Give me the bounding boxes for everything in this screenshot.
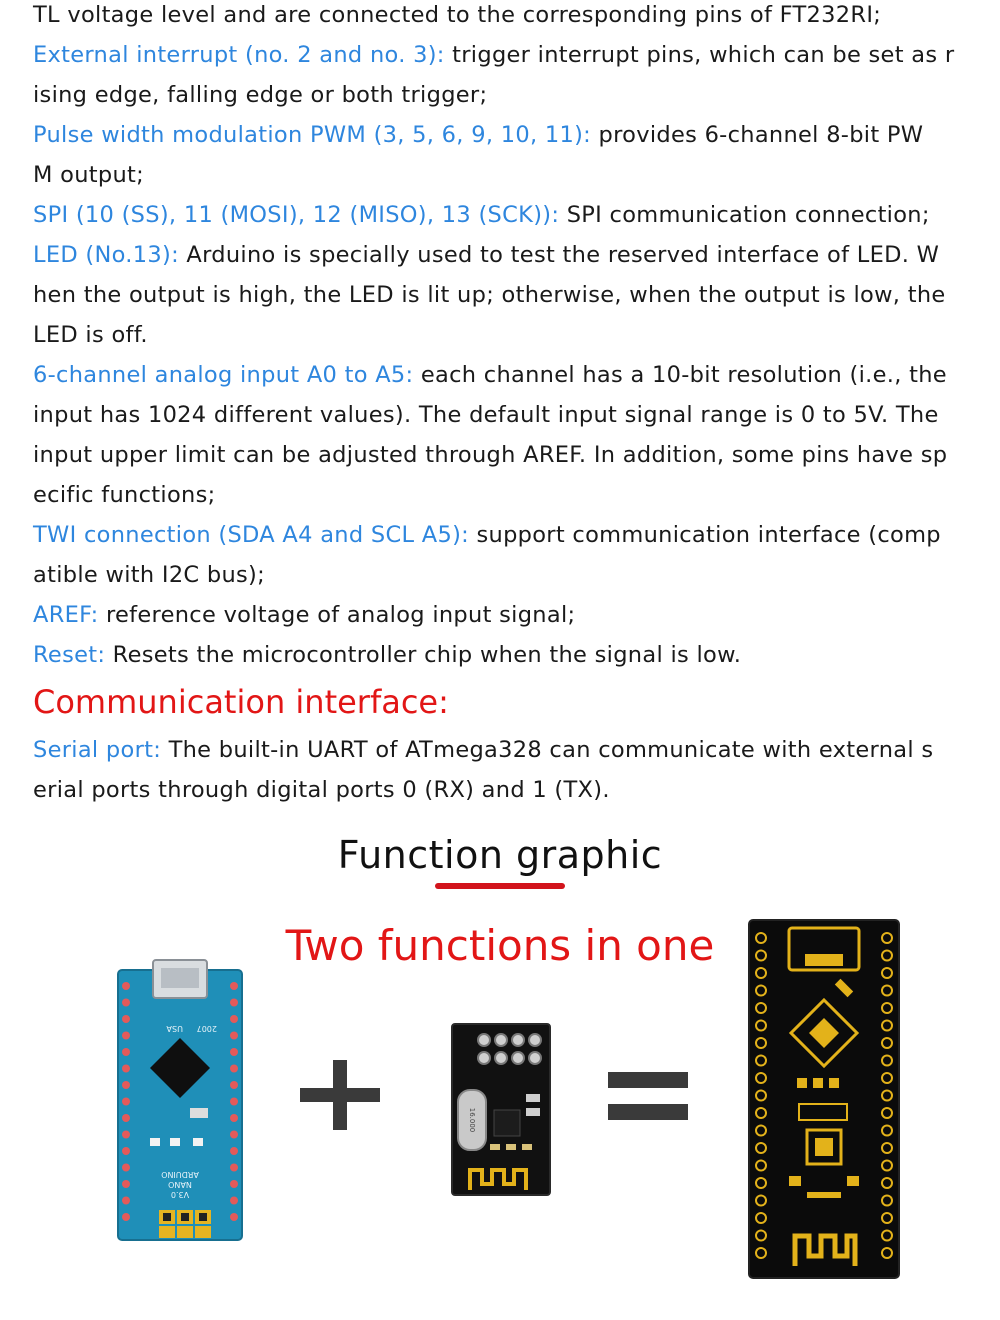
pin-pad [122, 1164, 130, 1172]
text-line [33, 480, 215, 510]
pin-pad [230, 982, 238, 990]
text-line [33, 520, 941, 550]
highlight-label: SPI (10 (SS), 11 (MOSI), 12 (MISO), 13 (SCK)): [33, 202, 560, 228]
text-line [33, 160, 144, 190]
pin-pad [122, 1081, 130, 1089]
body-text: reference voltage of analog input signal; [98, 602, 576, 628]
text-line [33, 320, 148, 350]
pin-pad [230, 1015, 238, 1023]
two-functions-text: Two functions in one [285, 921, 715, 970]
pin-pad [122, 1213, 130, 1221]
header-pin [512, 1052, 524, 1064]
text-line [33, 280, 946, 310]
highlight-label: TWI connection (SDA A4 and SCL A5): [33, 522, 470, 548]
text-line [33, 120, 923, 150]
board-text-2: NANO [168, 1180, 192, 1189]
pin-pad [122, 1131, 130, 1139]
pin-pad [230, 1065, 238, 1073]
nrf24l01-module-image [450, 1022, 552, 1197]
body-text: atible with I2C bus); [33, 562, 266, 588]
body-text: TL voltage level and are connected to the corresponding pins of FT232RI; [33, 2, 882, 28]
body-text: Arduino is specially used to test the reserved interface of LED. W [178, 242, 940, 268]
highlight-label: Serial port: [33, 737, 162, 763]
body-text: provides 6-channel 8-bit PW [591, 122, 924, 148]
header-pin [495, 1052, 507, 1064]
body-text: SPI communication connection; [559, 202, 930, 228]
body-text: trigger interrupt pins, which can be set as r [444, 42, 955, 68]
body-text: LED is off. [33, 322, 148, 348]
header-pin [478, 1052, 490, 1064]
pin-pad [122, 1015, 130, 1023]
pin-pad [122, 982, 130, 990]
text-line [33, 640, 741, 670]
pin-pad [122, 1197, 130, 1205]
pin-pad [122, 1048, 130, 1056]
pin-pad [230, 1048, 238, 1056]
body-text: erial ports through digital ports 0 (RX) and 1 (TX). [33, 777, 610, 803]
combined-nano-rf-board-image [747, 918, 901, 1280]
highlight-label: Pulse width modulation PWM (3, 5, 6, 9, 10, 11): [33, 122, 592, 148]
text-line [33, 360, 947, 390]
text-line [33, 735, 933, 765]
pin-pad [122, 1180, 130, 1188]
board-text-3: V3.0 [170, 1190, 190, 1199]
board-text-1: ARDUINO [161, 1170, 199, 1179]
body-text: M output; [33, 162, 145, 188]
text-line [33, 80, 487, 110]
pin-pad [122, 999, 130, 1007]
highlight-label: Reset: [33, 642, 106, 668]
pin-pad [122, 1032, 130, 1040]
pin-pad [230, 1114, 238, 1122]
pin-pad [230, 1032, 238, 1040]
text-line [33, 400, 939, 430]
highlight-label: LED (No.13): [33, 242, 179, 268]
body-text: ising edge, falling edge or both trigger; [33, 82, 488, 108]
pin-pad [230, 1197, 238, 1205]
title-underline [435, 883, 565, 889]
body-text: support communication interface (comp [469, 522, 941, 548]
communication-interface-heading: Communication interface: [33, 683, 449, 721]
text-line [33, 600, 575, 630]
highlight-label: 6-channel analog input A0 to A5: [33, 362, 414, 388]
text-line [33, 200, 930, 230]
text-line [33, 40, 954, 70]
usa-label: USA [166, 1024, 183, 1033]
body-text: The built-in UART of ATmega328 can communicate with external s [161, 737, 934, 763]
header-pin [529, 1034, 541, 1046]
pin-pad [230, 1213, 238, 1221]
arduino-nano-board-image [115, 958, 245, 1243]
text-line [33, 775, 610, 805]
text-line [33, 0, 881, 30]
body-text: hen the output is high, the LED is lit up; otherwise, when the output is low, the [33, 282, 946, 308]
body-text: ecific functions; [33, 482, 216, 508]
header-pin [512, 1034, 524, 1046]
crystal-label: 16.000 [468, 1107, 476, 1133]
body-text: input upper limit can be adjusted through AREF. In addition, some pins have sp [33, 442, 948, 468]
body-text: input has 1024 different values). The default input signal range is 0 to 5V. The [33, 402, 939, 428]
pin-pad [230, 1131, 238, 1139]
year-label: 2007 [196, 1024, 217, 1033]
pin-pad [122, 1098, 130, 1106]
pin-pad [230, 1180, 238, 1188]
plus-icon [300, 1060, 380, 1130]
header-pin [495, 1034, 507, 1046]
text-line [33, 240, 939, 270]
equals-icon [608, 1072, 688, 1120]
pin-pad [230, 1098, 238, 1106]
body-text: each channel has a 10-bit resolution (i.e., the [413, 362, 947, 388]
function-graphic-title: Function graphic [337, 833, 663, 877]
pin-pad [230, 1081, 238, 1089]
body-text: Resets the microcontroller chip when the signal is low. [105, 642, 742, 668]
highlight-label: External interrupt (no. 2 and no. 3): [33, 42, 445, 68]
header-pin [529, 1052, 541, 1064]
text-line [33, 440, 947, 470]
pin-pad [230, 1164, 238, 1172]
pin-pad [230, 999, 238, 1007]
pin-pad [122, 1065, 130, 1073]
text-line [33, 560, 265, 590]
pin-pad [230, 1147, 238, 1155]
header-pin [478, 1034, 490, 1046]
pin-pad [122, 1147, 130, 1155]
highlight-label: AREF: [33, 602, 99, 628]
pin-pad [122, 1114, 130, 1122]
